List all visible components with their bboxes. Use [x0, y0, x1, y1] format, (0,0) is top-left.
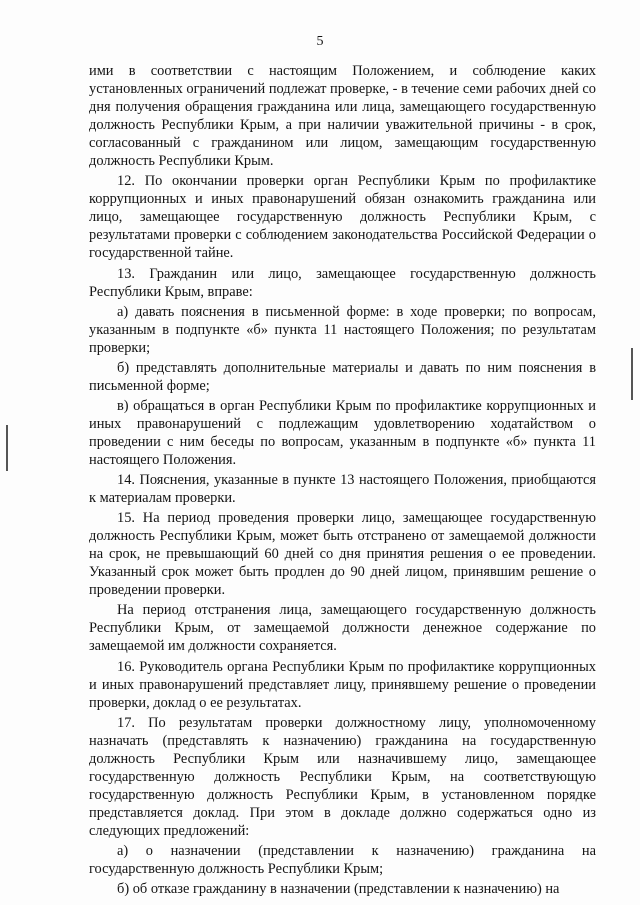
page-number: 5 [316, 34, 324, 49]
paragraph-17-a: а) о назначении (представлении к назначению) гражданина на государственную должность Республики Крым; [89, 842, 596, 878]
body-text [89, 62, 596, 898]
paragraph-16: 16. Руководитель органа Республики Крым по профилактике коррупционных и иных правонарушений представляет лицу, принявшему решение о проведении проверки, доклад о ее результатах. [89, 658, 596, 711]
scan-margin-mark [631, 348, 633, 400]
paragraph-continuation: ими в соответствии с настоящим Положением, и соблюдение каких установленных ограничений подлежат проверке, - в течение семи рабочих дней со дня получения обращения гражданина или лица, замещающего государственную должность Республики Крым, а при наличии уважительной причины - в срок, согласованный с гражданином или лицом, замещающим государственную должность Республики Крым. [89, 63, 596, 170]
paragraph-15-suspension: На период отстранения лица, замещающего государственную должность Республики Крым, от замещаемой должности денежное содержание по замещаемой им должности сохраняется. [89, 602, 596, 655]
paragraph-13-v: в) обращаться в орган Республики Крым по профилактике коррупционных и иных правонарушений с подлежащим удовлетворению ходатайством о проведении с ним беседы по вопросам, указанным в подпункте «б» пункта 11 настоящего Положения. [89, 397, 596, 468]
paragraph-13-a: а) давать пояснения в письменной форме: в ходе проверки; по вопросам, указанным в подпункте «б» пункта 11 настоящего Положения; по результатам проверки; [89, 303, 596, 356]
paragraph-13: 13. Гражданин или лицо, замещающее государственную должность Республики Крым, вправе: [89, 265, 596, 300]
paragraph-17-b: б) об отказе гражданину в назначении (представлении к назначению) на [117, 881, 560, 898]
paragraph-14: 14. Пояснения, указанные в пункте 13 настоящего Положения, приобщаются к материалам проверки. [89, 472, 596, 507]
paragraph-13-b: б) представлять дополнительные материалы и давать по ним пояснения в письменной форме; [89, 359, 596, 394]
paragraph-17: 17. По результатам проверки должностному лицу, уполномоченному назначать (представлять к назначению) гражданина на государственную должность Республики Крым или назначившему лицо, замещающее государственную должность Республики Крым, на соответствующую государственную должность Республики Крым, в установленном порядке представляется доклад. При этом в докладе должно содержаться одно из следующих предложений: [89, 714, 596, 839]
paragraph-12: 12. По окончании проверки орган Республики Крым по профилактике коррупционных и иных правонарушений обязан ознакомить гражданина или лицо, замещающее государственную должность Республики Крым, с результатами проверки с соблюдением законодательства Российской Федерации о государственной тайне. [89, 173, 596, 262]
scan-margin-mark [6, 425, 8, 471]
paragraph-15: 15. На период проведения проверки лицо, замещающее государственную должность Республики Крым, может быть отстранено от замещаемой должности на срок, не превышающий 60 дней со дня принятия решения о ее проведении. Указанный срок может быть продлен до 90 дней лицом, принявшим решение о проведении проверки. [89, 510, 596, 599]
